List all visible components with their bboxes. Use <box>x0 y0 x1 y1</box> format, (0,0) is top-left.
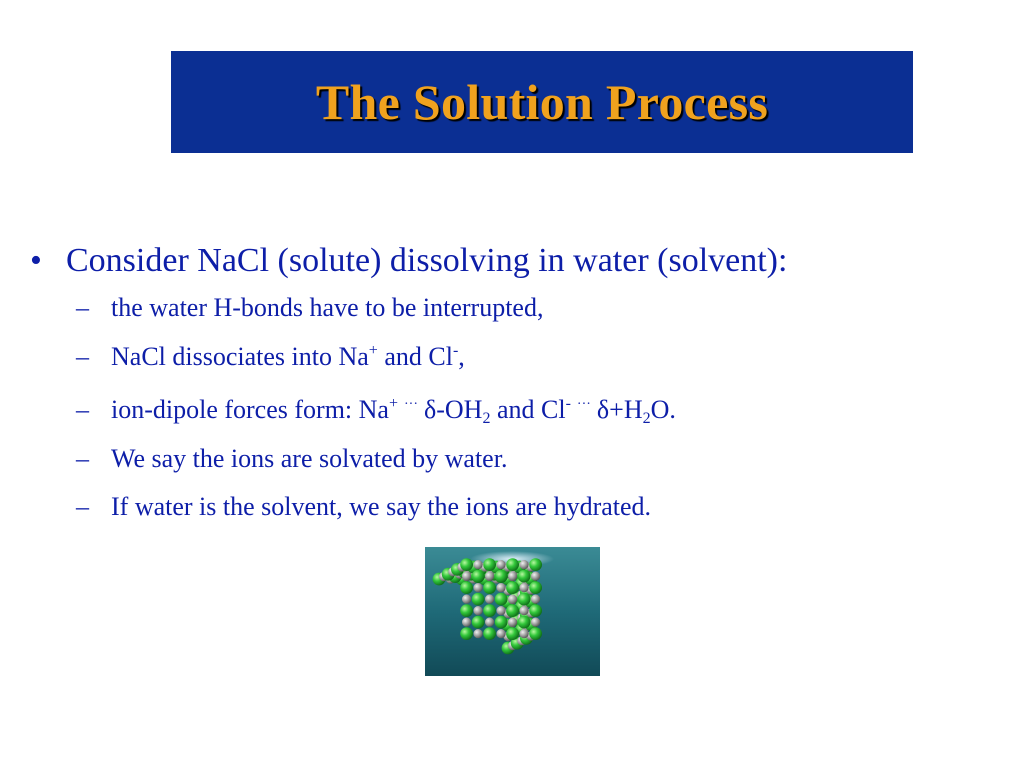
chloride-atom <box>483 558 496 571</box>
sub-bullet-item <box>30 381 1010 435</box>
sodium-atom <box>508 572 517 581</box>
sub-bullet-text: the water H-bonds have to be interrupted, <box>111 293 544 322</box>
dash-marker: – <box>76 293 89 322</box>
chloride-atom <box>518 616 531 629</box>
sodium-atom <box>497 560 506 569</box>
slide-title: The Solution Process <box>315 74 769 130</box>
sodium-atom <box>485 618 494 627</box>
slide-content <box>30 232 1010 532</box>
chloride-atom <box>472 593 485 606</box>
dots-separator: ··· <box>404 397 418 412</box>
chloride-atom <box>460 581 473 594</box>
dots-separator: ··· <box>576 397 591 412</box>
chloride-atom <box>472 616 485 629</box>
bullet-item <box>30 232 1010 290</box>
sub-bullet-item <box>30 483 1010 532</box>
sodium-atom <box>497 629 506 638</box>
chloride-atom <box>506 604 519 617</box>
sub-bullet-item <box>30 333 1010 382</box>
sodium-atom <box>474 560 483 569</box>
sodium-atom <box>474 629 483 638</box>
sodium-atom <box>497 606 506 615</box>
sodium-atom <box>497 583 506 592</box>
sodium-atom <box>508 618 517 627</box>
chloride-atom <box>495 570 508 583</box>
chloride-atom <box>495 616 508 629</box>
dash-marker: – <box>76 492 89 521</box>
chloride-atom <box>495 593 508 606</box>
title-banner <box>171 51 913 153</box>
chloride-atom <box>529 558 542 571</box>
sodium-atom <box>485 572 494 581</box>
chloride-atom <box>529 627 542 640</box>
dash-marker: – <box>76 395 89 424</box>
chloride-atom <box>506 558 519 571</box>
sub-bullet-item <box>30 435 1010 484</box>
chloride-atom <box>518 570 531 583</box>
sodium-atom <box>474 583 483 592</box>
sodium-atom <box>474 606 483 615</box>
nacl-crystal-image <box>425 547 600 676</box>
chloride-atom <box>460 627 473 640</box>
sodium-atom <box>520 606 529 615</box>
sodium-atom <box>520 629 529 638</box>
sodium-atom <box>462 618 471 627</box>
chloride-atom <box>506 627 519 640</box>
dash-marker: – <box>76 443 89 473</box>
sodium-atom <box>508 595 517 604</box>
chloride-atom <box>506 581 519 594</box>
chloride-atom <box>529 581 542 594</box>
sub-bullet-text: ion-dipole forces form: Na+ ··· $\delta-OH_2$ and Cl- ··· $\delta+H_2O$. <box>111 395 676 427</box>
chloride-atom <box>483 604 496 617</box>
chloride-atom <box>472 570 485 583</box>
sodium-atom <box>462 595 471 604</box>
chloride-atom <box>460 604 473 617</box>
chloride-atom <box>460 558 473 571</box>
chloride-atom <box>518 593 531 606</box>
chloride-atom <box>483 627 496 640</box>
sodium-atom <box>520 583 529 592</box>
chloride-atom <box>529 604 542 617</box>
bullet-marker: • <box>30 242 42 279</box>
sodium-atom <box>520 560 529 569</box>
sodium-atom <box>485 595 494 604</box>
sub-bullet-list <box>30 284 1010 532</box>
sub-bullet-text: NaCl dissociates into Na+ and Cl-, <box>111 341 465 371</box>
sodium-atom <box>531 572 540 581</box>
sodium-atom <box>531 618 540 627</box>
sodium-atom <box>462 572 471 581</box>
bullet-text: Consider NaCl (solute) dissolving in water (solvent): <box>66 242 788 279</box>
chloride-atom <box>483 581 496 594</box>
sodium-atom <box>531 595 540 604</box>
sub-bullet-text: If water is the solvent, we say the ions are hydrated. <box>111 492 652 521</box>
sub-bullet-item <box>30 284 1010 333</box>
dash-marker: – <box>76 341 89 371</box>
sub-bullet-text: We say the ions are solvated by water. <box>111 443 508 473</box>
